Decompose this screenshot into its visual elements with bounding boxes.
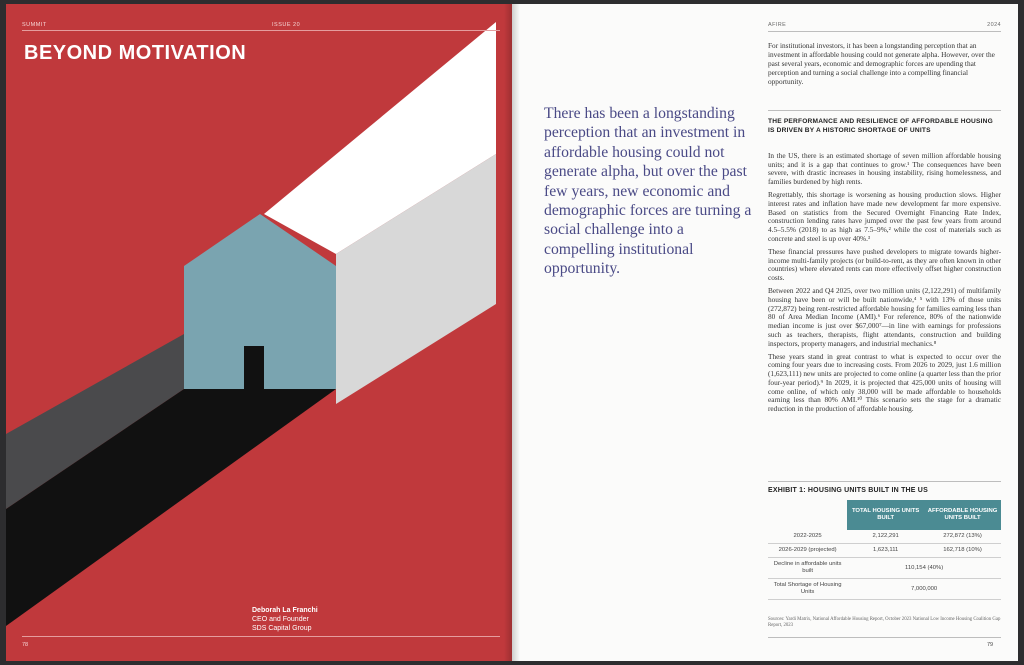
row-total: 1,623,111 [847,544,924,558]
table-row [768,530,1001,544]
body-text [768,152,1001,418]
house-door [244,346,264,389]
exhibit-rule [768,481,1001,482]
body-paragraph: These financial pressures have pushed developers to migrate towards higher-income multi-family projects (or build-to-rent, as they are often known in other countries) where elevated rents can more effectively offset higher construction costs. [768,247,1001,283]
row-affordable: 162,718 (10%) [924,544,1001,558]
article-title: BEYOND MOTIVATION [24,42,247,64]
right-bottom-rule [768,637,1001,638]
decline-value: 110,154 (40%) [847,558,1001,579]
right-page-number: 79 [987,642,994,648]
table-row [768,544,1001,558]
intro-paragraph: For institutional investors, it has been a longstanding perception that an investment in affordable housing could not generate alpha. However, over the past several years, economic and demographic forces are upending that perception and turning a social challenge into a compelling financial opportunity. [768,41,995,86]
table-corner [768,500,847,530]
table-header-affordable: AFFORDABLE HOUSING UNITS BUILT [924,500,1001,530]
author-name: Deborah La Franchi [252,607,318,614]
table-row [768,558,1001,579]
table-header-total: TOTAL HOUSING UNITS BUILT [847,500,924,530]
row-affordable: 272,872 (13%) [924,530,1001,544]
exhibit-title: EXHIBIT 1: HOUSING UNITS BUILT IN THE US [768,487,928,494]
author-role: CEO and Founder [252,616,309,623]
shortage-label: Total Shortage of Housing Units [768,579,847,600]
body-paragraph: In the US, there is an estimated shortage of seven million affordable housing units; and it is a gap that continues to grow.¹ The consequences have been severe, with drastic increases in housing instability, rising homelessness, and families burdened by high rents. [768,151,1001,187]
shortage-value: 7,000,000 [847,579,1001,600]
right-top-rule [768,31,1001,32]
magazine-spread [6,4,1018,661]
row-total: 2,122,291 [847,530,924,544]
exhibit-table [768,500,1001,600]
left-bottom-rule [22,636,500,637]
author-block [252,606,318,633]
right-running-header [768,22,1001,28]
row-label: 2022-2025 [768,530,847,544]
issue-label: ISSUE 20 [272,22,301,28]
section-rule [768,110,1001,111]
author-company: SDS Capital Group [252,625,312,632]
pull-quote: There has been a longstanding perception that an investment in affordable housing could not generate alpha, but over the past few years, new economic and demographic forces are turning a social challenge into a compelling institutional opportunity. [544,105,752,278]
left-page [6,4,512,661]
year-label: 2024 [987,22,1001,28]
row-label: 2026-2029 (projected) [768,544,847,558]
house-road-illustration [6,4,512,661]
body-paragraph: These years stand in great contrast to what is expected to occur over the coming four years due to increasing costs. From 2026 to 2029, just 1.6 million (1,623,111) new units are projected to come online (a quarter less than the prior four-year period).⁹ In 2029, it is projected that 425,000 units of housing will come online, of which only 38,000 will be made affordable to households earning less than 80% AMI.¹⁰ This scenario sets the stage for a dramatic reduction in the production of affordable housing. [768,351,1001,413]
sources-note: Sources: Yardi Matrix, National Affordable Housing Report, October 2023 National Low Income Housing Coalition Gap Report, 2023 [768,617,1001,628]
table-header-row [768,500,1001,530]
running-title: SUMMIT [22,22,47,28]
left-running-header [22,22,500,28]
left-top-rule [22,30,500,31]
body-paragraph: Between 2022 and Q4 2025, over two million units (2,122,291) of multifamily housing have been or will be built nationwide,⁴ ⁵ with 13% of those units (272,872) being rent-restricted affordable housing for families earning less than 80 of Area Median Income (AMI).⁶ For reference, 80% of the nationwide median income is just over $67,000⁷—in line with earnings for professions such as teachers, therapists, flight attendants, construction and building inspectors, property managers, and industrial mechanics.⁸ [768,286,1001,348]
body-paragraph: Regrettably, this shortage is worsening as housing production slows. Higher interest rates and inflation have made new development far more expensive. Based on statistics from the Secured Overnight Financing Rate Index, construction lending rates have jumped over the past few years from around 4.5–5.5% (2018) to as high as 7.5–9%,² while the cost of materials such as concrete and steel is up over 40%.³ [768,190,1001,243]
section-heading: THE PERFORMANCE AND RESILIENCE OF AFFORDABLE HOUSING IS DRIVEN BY A HISTORIC SHORTAGE OF UNITS [768,118,993,134]
table-row [768,579,1001,600]
running-title-right: AFIRE [768,22,787,28]
left-page-number: 78 [22,642,29,648]
right-page [512,4,1018,661]
decline-label: Decline in affordable units built [768,558,847,579]
